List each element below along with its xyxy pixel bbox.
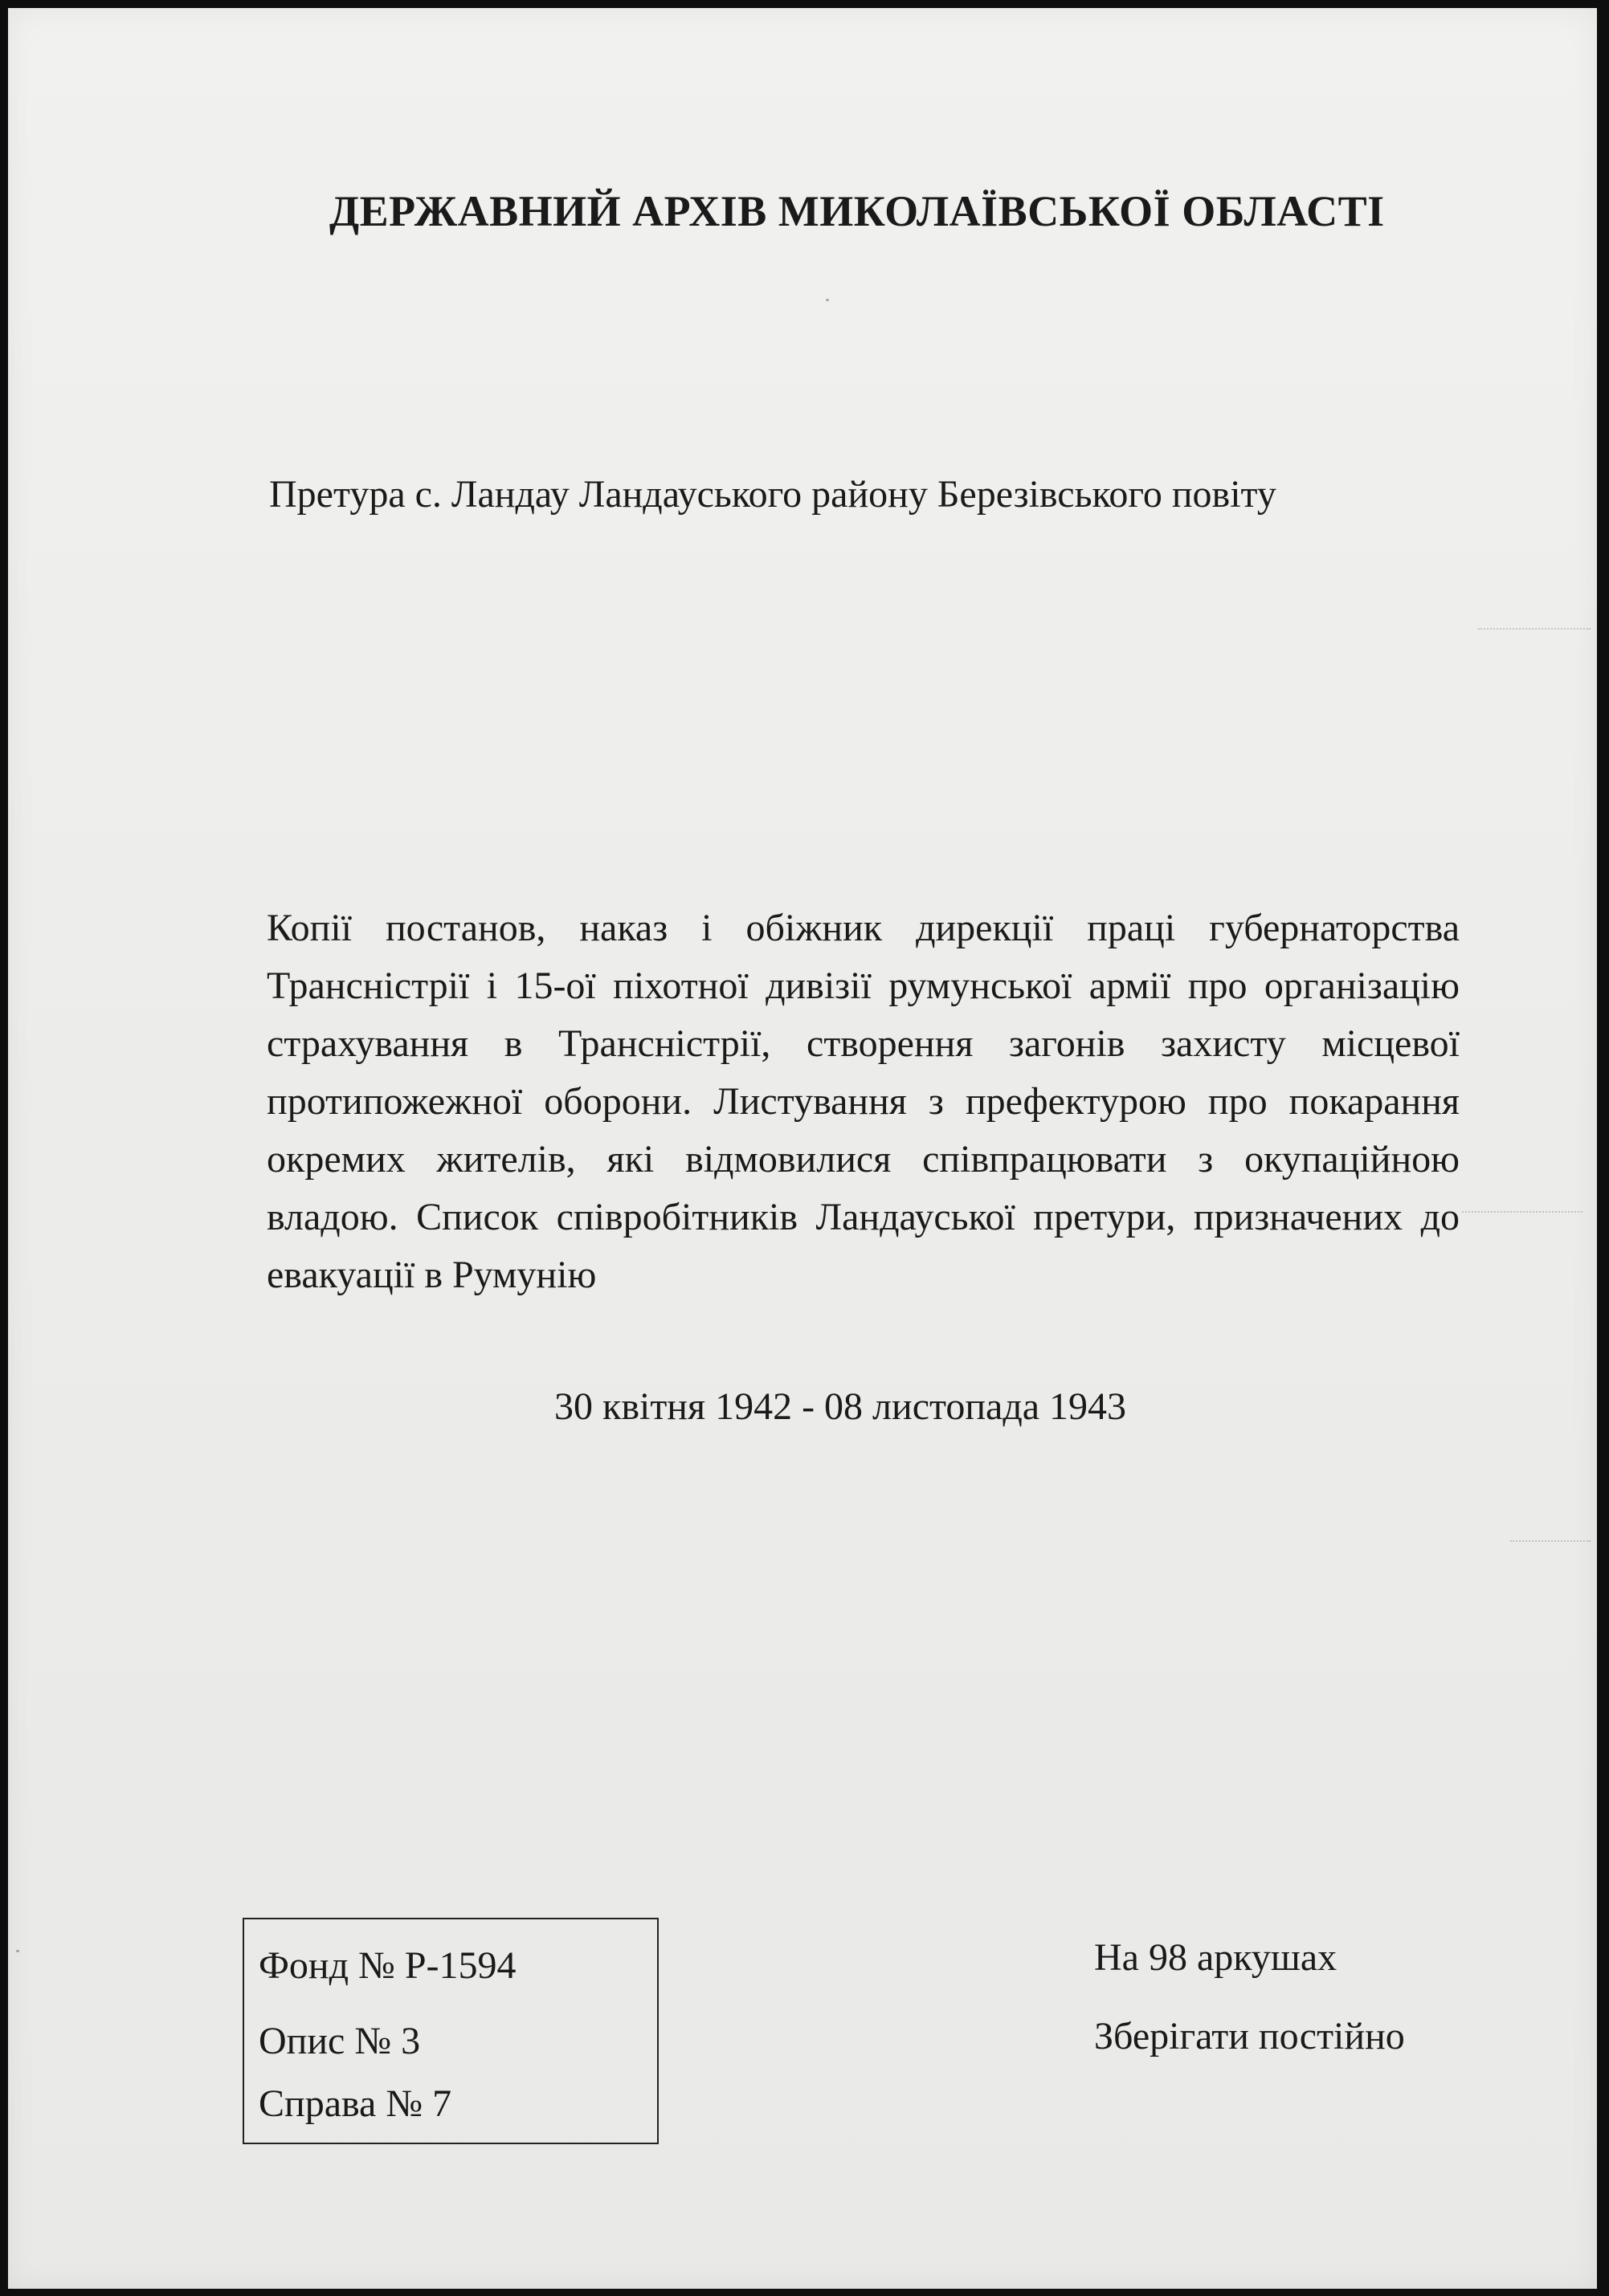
paper-speck <box>16 1950 19 1952</box>
storage-period: Зберігати постійно <box>1094 2015 1405 2057</box>
paper-fold-mark <box>1462 1211 1582 1213</box>
fond-number: Фонд № Р-1594 <box>259 1944 517 1987</box>
archive-reference-box <box>243 1918 659 2144</box>
date-range: 30 квітня 1942 - 08 листопада 1943 <box>554 1385 1127 1428</box>
institution-name: Претура с. Ландау Ландауського району Березівського повіту <box>269 473 1276 516</box>
paper-fold-mark <box>1478 628 1591 630</box>
archive-title: ДЕРЖАВНИЙ АРХІВ МИКОЛАЇВСЬКОЇ ОБЛАСТІ <box>329 187 1385 235</box>
paper-fold-mark <box>1510 1540 1591 1542</box>
sheet-count: На 98 аркушах <box>1094 1936 1337 1979</box>
document-page <box>8 8 1597 2289</box>
opys-number: Опис № 3 <box>259 2020 421 2062</box>
file-description: Копії постанов, наказ і обіжник дирекції праці губернаторства Трансністрії і 15-ої піхотної дивізії румунської армії про організацію страхування в Трансністрії, створення загонів захисту місцевої протипожежної оборони. Листування з префектурою про покарання окремих жителів, які відмовилися співпрацювати з окупаційною владою. Список співробітників Ландауської претури, призначених до евакуації в Румунію <box>267 907 1460 1296</box>
sprava-number: Справа № 7 <box>259 2082 452 2125</box>
paper-speck <box>826 299 829 301</box>
